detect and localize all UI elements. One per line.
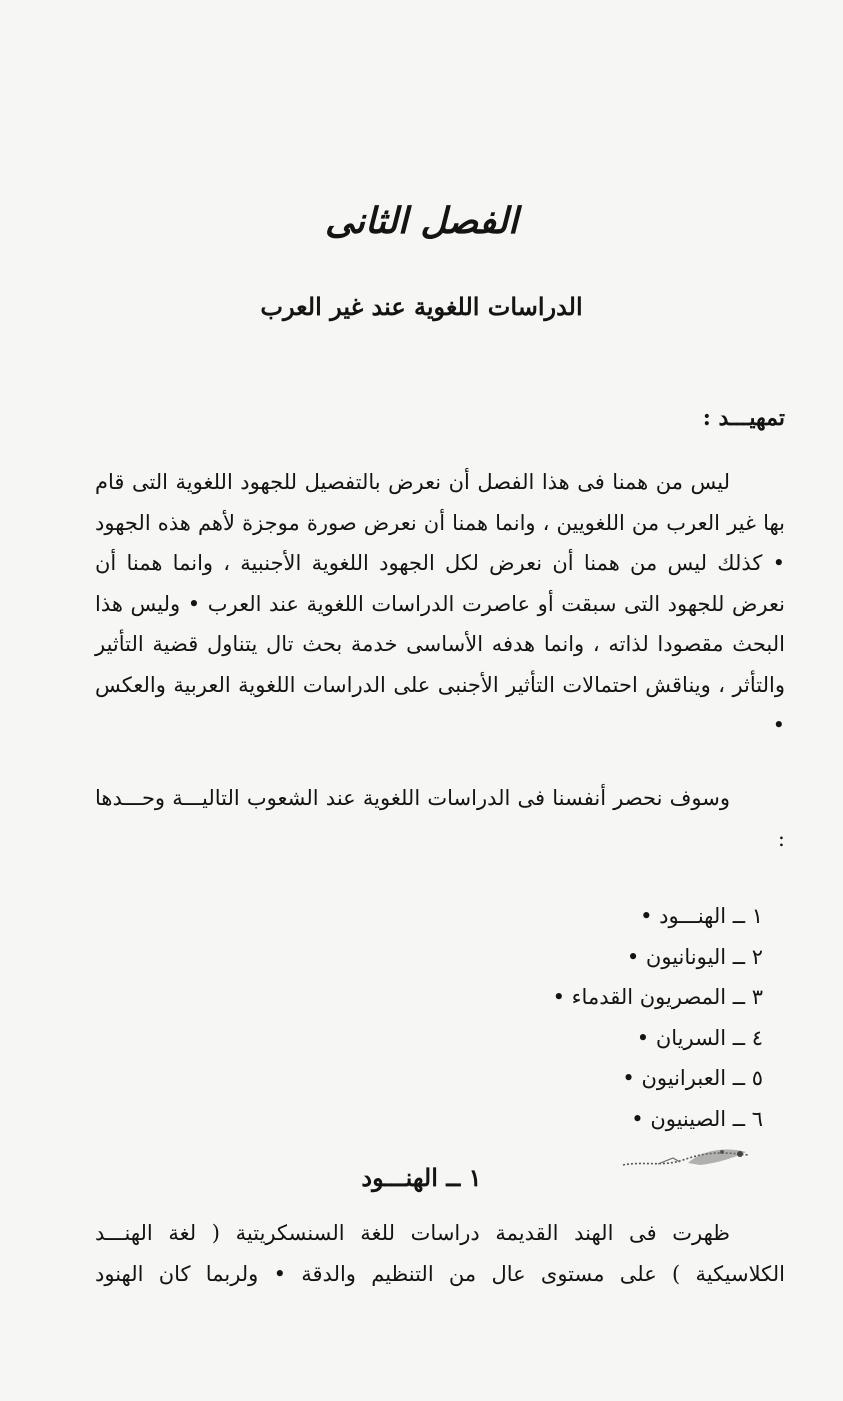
list-item: ٦ ــ الصينيون • — [631, 1106, 763, 1131]
list-item: ٣ ــ المصريون القدماء • — [552, 985, 763, 1009]
list-item: ٥ ــ العبرانيون • — [622, 1066, 763, 1090]
section-paragraph: ظهرت فى الهند القديمة دراسات للغة السنسكريتية ( لغة الهنـــد الكلاسيكية ) على مستوى عال من التنظيم والدقة • ولربما كان الهنود — [95, 1221, 785, 1286]
intro-paragraph-2: وسوف نحصر أنفسنا فى الدراسات اللغوية عند الشعوب التاليـــة وحـــدها : — [95, 786, 785, 851]
intro-heading: تمهيـــد : — [702, 405, 785, 431]
list-item: ٤ ــ السريان • — [636, 1025, 763, 1050]
section-heading: ١ ــ الهنـــود — [361, 1163, 482, 1192]
peoples-list — [553, 896, 763, 1139]
intro-paragraph-1: ليس من همنا فى هذا الفصل أن نعرض بالتفصيل للجهود اللغوية التى قام بها غير العرب من اللغويين ، وانما همنا أن نعرض صورة موجزة لأهم هذه الجهود • كذلك ليس من همنا أن نعرض لكل الجهود اللغوية الأجنبية ، وانما همنا أن نعرض للجهود التى سبقت أو عاصرت الدراسات اللغوية عند العرب • وليس هذا البحث مقصودا لذاته ، وانما هدفه الأساسى خدمة بحث تال يتناول قضية التأثير والتأثر ، ويناقش احتمالات التأثير الأجنبى على الدراسات اللغوية العربية والعكس • — [95, 470, 785, 737]
chapter-title: الفصل الثانى — [324, 200, 519, 242]
list-item: ٢ ــ اليونانيون • — [626, 944, 763, 969]
list-item: ١ ــ الهنـــود • — [640, 904, 763, 928]
chapter-subtitle: الدراسات اللغوية عند غير العرب — [260, 292, 583, 321]
